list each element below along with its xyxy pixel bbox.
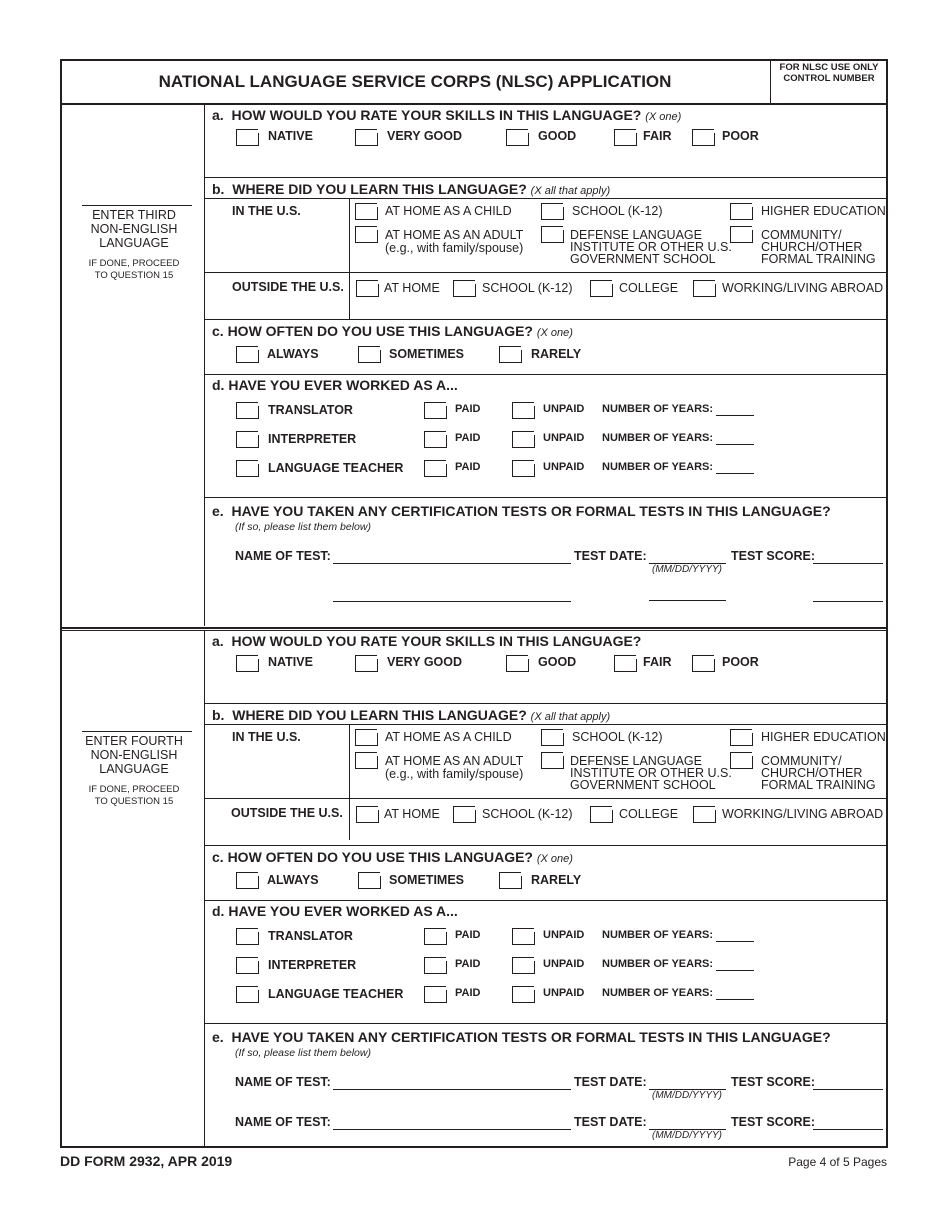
years-input[interactable] xyxy=(716,941,754,942)
question-text: WHERE DID YOU LEARN THIS LANGUAGE? xyxy=(232,707,527,723)
learn-defense-label: DEFENSE LANGUAGE xyxy=(570,228,702,242)
rating-option-label: POOR xyxy=(722,655,759,669)
side-note-text: TO QUESTION 15 xyxy=(94,796,174,807)
question-text: c. HOW OFTEN DO YOU USE THIS LANGUAGE? xyxy=(212,849,533,865)
years-label: NUMBER OF YEARS: xyxy=(602,987,714,999)
outside-learn-label: COLLEGE xyxy=(619,807,679,821)
learn-defense-label-3: GOVERNMENT SCHOOL xyxy=(570,778,716,792)
learn-community-label-2: CHURCH/OTHER xyxy=(761,240,863,254)
question-a xyxy=(212,107,681,123)
learn-defense-label-2: INSTITUTE OR OTHER U.S. xyxy=(570,766,732,780)
unpaid-label: UNPAID xyxy=(543,432,585,444)
header-divider xyxy=(61,103,887,105)
role-checkbox[interactable] xyxy=(236,402,258,419)
learn-home-adult-label: AT HOME AS AN ADULT xyxy=(385,228,524,242)
row-divider xyxy=(205,272,888,273)
test-date-label: TEST DATE: xyxy=(574,1115,647,1129)
unpaid-label: UNPAID xyxy=(543,987,585,999)
control-number-label: FOR NLSC USE ONLY CONTROL NUMBER xyxy=(779,62,879,84)
years-label: NUMBER OF YEARS: xyxy=(602,958,714,970)
side-note-text: IF DONE, PROCEED xyxy=(88,784,180,795)
question-text: HOW WOULD YOU RATE YOUR SKILLS IN THIS LANGUAGE? xyxy=(231,633,642,649)
question-d: d. HAVE YOU EVER WORKED AS A... xyxy=(212,377,458,393)
question-letter: a. xyxy=(212,633,224,649)
side-label-text: ENTER THIRD xyxy=(92,208,176,222)
role-checkbox[interactable] xyxy=(236,431,258,448)
question-note: (If so, please list them below) xyxy=(235,521,371,533)
rating-checkbox[interactable] xyxy=(614,655,636,672)
row-divider xyxy=(205,1023,888,1024)
side-note xyxy=(64,784,204,808)
rating-option-label: VERY GOOD xyxy=(387,129,463,143)
paid-checkbox[interactable] xyxy=(424,928,446,945)
learn-defense-label-3: GOVERNMENT SCHOOL xyxy=(570,252,716,266)
rating-checkbox[interactable] xyxy=(692,655,714,672)
test-name-input[interactable] xyxy=(333,1089,571,1090)
learn-home-adult-note: (e.g., with family/spouse) xyxy=(385,241,524,255)
rating-option-label: GOOD xyxy=(538,655,577,669)
in-us-label: IN THE U.S. xyxy=(232,204,301,218)
learn-home-child-checkbox[interactable] xyxy=(355,729,377,746)
frequency-checkbox[interactable] xyxy=(499,872,521,889)
outside-learn-checkbox[interactable] xyxy=(693,280,715,297)
frequency-checkbox[interactable] xyxy=(499,346,521,363)
outside-learn-checkbox[interactable] xyxy=(453,280,475,297)
learn-home-child-label: AT HOME AS A CHILD xyxy=(385,204,512,218)
test-name-label: NAME OF TEST: xyxy=(235,1075,331,1089)
outside-learn-checkbox[interactable] xyxy=(693,806,715,823)
years-input[interactable] xyxy=(716,473,754,474)
outside-us-label: OUTSIDE THE U.S. xyxy=(231,806,343,820)
test-score-label: TEST SCORE: xyxy=(731,549,816,563)
unpaid-checkbox[interactable] xyxy=(512,431,534,448)
location-divider xyxy=(349,198,350,320)
question-note: (If so, please list them below) xyxy=(235,1047,371,1059)
section-side-label xyxy=(64,734,204,808)
question-note: (X all that apply) xyxy=(530,185,611,197)
test-score-label: TEST SCORE: xyxy=(731,1075,816,1089)
rating-option-label: FAIR xyxy=(643,655,672,669)
test-name-input[interactable] xyxy=(333,601,571,602)
outside-learn-label: COLLEGE xyxy=(619,281,679,295)
test-score-label: TEST SCORE: xyxy=(731,1115,816,1129)
unpaid-checkbox[interactable] xyxy=(512,957,534,974)
frequency-option-label: RARELY xyxy=(531,347,582,361)
question-e xyxy=(212,503,831,519)
frequency-option-label: SOMETIMES xyxy=(389,873,465,887)
learn-school-checkbox[interactable] xyxy=(541,203,563,220)
unpaid-label: UNPAID xyxy=(543,403,585,415)
side-note xyxy=(64,258,204,282)
question-text: HAVE YOU TAKEN ANY CERTIFICATION TESTS OR FORMAL TESTS IN THIS LANGUAGE? xyxy=(231,503,831,519)
side-label-text: LANGUAGE xyxy=(99,236,169,250)
learn-school-label: SCHOOL (K-12) xyxy=(572,204,663,218)
date-format-note: (MM/DD/YYYY) xyxy=(652,1090,722,1101)
unpaid-label: UNPAID xyxy=(543,929,585,941)
side-label-text: ENTER FOURTH xyxy=(85,734,183,748)
unpaid-checkbox[interactable] xyxy=(512,928,534,945)
frequency-option-label: ALWAYS xyxy=(267,347,319,361)
side-label-text: NON-ENGLISH xyxy=(90,222,178,236)
rating-checkbox[interactable] xyxy=(692,129,714,146)
question-text: HAVE YOU TAKEN ANY CERTIFICATION TESTS OR FORMAL TESTS IN THIS LANGUAGE? xyxy=(231,1029,831,1045)
test-date-label: TEST DATE: xyxy=(574,549,647,563)
side-label-rule xyxy=(82,205,192,206)
rating-checkbox[interactable] xyxy=(355,655,377,672)
learn-school-checkbox[interactable] xyxy=(541,729,563,746)
column-divider xyxy=(204,104,205,626)
section-divider xyxy=(61,627,887,629)
learn-home-adult-checkbox[interactable] xyxy=(355,752,377,769)
column-divider xyxy=(204,630,205,1147)
outside-learn-checkbox[interactable] xyxy=(356,280,378,297)
learn-home-child-checkbox[interactable] xyxy=(355,203,377,220)
years-input[interactable] xyxy=(716,444,754,445)
outside-learn-label: AT HOME xyxy=(384,281,440,295)
unpaid-checkbox[interactable] xyxy=(512,460,534,477)
rating-option-label: FAIR xyxy=(643,129,672,143)
frequency-option-label: ALWAYS xyxy=(267,873,319,887)
side-label-text: LANGUAGE xyxy=(99,762,169,776)
paid-checkbox[interactable] xyxy=(424,402,446,419)
years-input[interactable] xyxy=(716,970,754,971)
years-label: NUMBER OF YEARS: xyxy=(602,403,714,415)
outside-learn-label: SCHOOL (K-12) xyxy=(482,281,573,295)
side-note-text: IF DONE, PROCEED xyxy=(88,258,180,269)
date-format-note: (MM/DD/YYYY) xyxy=(652,1130,722,1141)
question-e xyxy=(212,1029,831,1045)
unpaid-checkbox[interactable] xyxy=(512,402,534,419)
role-label: INTERPRETER xyxy=(268,958,357,972)
question-c xyxy=(212,323,573,339)
learn-home-adult-label: AT HOME AS AN ADULT xyxy=(385,754,524,768)
question-d: d. HAVE YOU EVER WORKED AS A... xyxy=(212,903,458,919)
test-name-input[interactable] xyxy=(333,1129,571,1130)
page-number: Page 4 of 5 Pages xyxy=(788,1155,887,1169)
row-divider xyxy=(205,319,888,320)
role-label: INTERPRETER xyxy=(268,432,357,446)
outside-learn-label: SCHOOL (K-12) xyxy=(482,807,573,821)
learn-community-label-2: CHURCH/OTHER xyxy=(761,766,863,780)
paid-checkbox[interactable] xyxy=(424,986,446,1003)
role-checkbox[interactable] xyxy=(236,460,258,477)
years-input[interactable] xyxy=(716,415,754,416)
learn-defense-checkbox[interactable] xyxy=(541,752,563,769)
test-score-input[interactable] xyxy=(813,1129,883,1130)
rating-option-label: POOR xyxy=(722,129,759,143)
test-score-input[interactable] xyxy=(813,601,883,602)
role-label: LANGUAGE TEACHER xyxy=(268,987,404,1001)
learn-community-label-3: FORMAL TRAINING xyxy=(761,252,876,266)
years-label: NUMBER OF YEARS: xyxy=(602,461,714,473)
learn-community-checkbox[interactable] xyxy=(730,226,752,243)
row-divider xyxy=(205,724,888,725)
learn-higher-ed-checkbox[interactable] xyxy=(730,203,752,220)
outside-learn-checkbox[interactable] xyxy=(356,806,378,823)
role-checkbox[interactable] xyxy=(236,986,258,1003)
question-letter: b. xyxy=(212,707,225,723)
paid-label: PAID xyxy=(455,929,481,941)
test-score-input[interactable] xyxy=(813,1089,883,1090)
learn-higher-ed-label: HIGHER EDUCATION xyxy=(761,204,886,218)
question-a xyxy=(212,633,641,649)
page-title: NATIONAL LANGUAGE SERVICE CORPS (NLSC) APPLICATION xyxy=(158,72,672,91)
frequency-checkbox[interactable] xyxy=(236,346,258,363)
learn-defense-label-2: INSTITUTE OR OTHER U.S. xyxy=(570,240,732,254)
unpaid-checkbox[interactable] xyxy=(512,986,534,1003)
side-label-text: NON-ENGLISH xyxy=(90,748,178,762)
outside-learn-label: WORKING/LIVING ABROAD xyxy=(722,807,884,821)
question-text: WHERE DID YOU LEARN THIS LANGUAGE? xyxy=(232,181,527,197)
outside-learn-checkbox[interactable] xyxy=(590,280,612,297)
paid-label: PAID xyxy=(455,432,481,444)
learn-defense-checkbox[interactable] xyxy=(541,226,563,243)
learn-community-label: COMMUNITY/ xyxy=(761,228,842,242)
test-date-label: TEST DATE: xyxy=(574,1075,647,1089)
learn-community-label: COMMUNITY/ xyxy=(761,754,842,768)
paid-label: PAID xyxy=(455,461,481,473)
learn-community-label-3: FORMAL TRAINING xyxy=(761,778,876,792)
test-name-input[interactable] xyxy=(333,563,571,564)
rating-checkbox[interactable] xyxy=(506,129,528,146)
paid-label: PAID xyxy=(455,403,481,415)
learn-higher-ed-checkbox[interactable] xyxy=(730,729,752,746)
question-note: (X one) xyxy=(536,853,573,865)
learn-home-adult-note: (e.g., with family/spouse) xyxy=(385,767,524,781)
frequency-checkbox[interactable] xyxy=(358,346,380,363)
side-note-text: TO QUESTION 15 xyxy=(94,270,174,281)
row-divider xyxy=(205,374,888,375)
question-note: (X one) xyxy=(645,111,682,123)
role-label: LANGUAGE TEACHER xyxy=(268,461,404,475)
row-divider xyxy=(205,845,888,846)
learn-higher-ed-label: HIGHER EDUCATION xyxy=(761,730,886,744)
paid-checkbox[interactable] xyxy=(424,431,446,448)
learn-school-label: SCHOOL (K-12) xyxy=(572,730,663,744)
role-checkbox[interactable] xyxy=(236,928,258,945)
years-label: NUMBER OF YEARS: xyxy=(602,432,714,444)
unpaid-label: UNPAID xyxy=(543,461,585,473)
paid-checkbox[interactable] xyxy=(424,957,446,974)
test-name-label: NAME OF TEST: xyxy=(235,549,331,563)
outside-learn-checkbox[interactable] xyxy=(453,806,475,823)
question-text: c. HOW OFTEN DO YOU USE THIS LANGUAGE? xyxy=(212,323,533,339)
rating-checkbox[interactable] xyxy=(614,129,636,146)
years-label: NUMBER OF YEARS: xyxy=(602,929,714,941)
row-divider xyxy=(205,198,888,199)
row-divider xyxy=(205,798,888,799)
row-divider xyxy=(205,900,888,901)
question-note: (X all that apply) xyxy=(530,711,611,723)
section-side-label xyxy=(64,208,204,282)
section-divider-inner xyxy=(61,630,887,631)
paid-checkbox[interactable] xyxy=(424,460,446,477)
learn-home-adult-checkbox[interactable] xyxy=(355,226,377,243)
test-score-input[interactable] xyxy=(813,563,883,564)
question-note: (X one) xyxy=(536,327,573,339)
frequency-option-label: SOMETIMES xyxy=(389,347,465,361)
frequency-option-label: RARELY xyxy=(531,873,582,887)
row-divider xyxy=(205,177,888,178)
frequency-checkbox[interactable] xyxy=(358,872,380,889)
unpaid-label: UNPAID xyxy=(543,958,585,970)
question-b xyxy=(212,707,610,723)
question-letter: a. xyxy=(212,107,224,123)
control-divider xyxy=(770,60,771,103)
rating-checkbox[interactable] xyxy=(236,129,258,146)
rating-option-label: NATIVE xyxy=(268,655,313,669)
outside-learn-label: WORKING/LIVING ABROAD xyxy=(722,281,884,295)
question-letter: b. xyxy=(212,181,225,197)
learn-community-checkbox[interactable] xyxy=(730,752,752,769)
question-text: HOW WOULD YOU RATE YOUR SKILLS IN THIS LANGUAGE? xyxy=(231,107,642,123)
outside-learn-checkbox[interactable] xyxy=(590,806,612,823)
role-checkbox[interactable] xyxy=(236,957,258,974)
location-divider xyxy=(349,724,350,840)
rating-checkbox[interactable] xyxy=(355,129,377,146)
question-b xyxy=(212,181,610,197)
question-c xyxy=(212,849,573,865)
outside-learn-label: AT HOME xyxy=(384,807,440,821)
side-label-rule xyxy=(82,731,192,732)
form-id: DD FORM 2932, APR 2019 xyxy=(60,1153,233,1169)
rating-option-label: VERY GOOD xyxy=(387,655,463,669)
test-name-label: NAME OF TEST: xyxy=(235,1115,331,1129)
row-divider xyxy=(205,497,888,498)
paid-label: PAID xyxy=(455,958,481,970)
rating-option-label: NATIVE xyxy=(268,129,313,143)
role-label: TRANSLATOR xyxy=(268,403,353,417)
rating-checkbox[interactable] xyxy=(236,655,258,672)
learn-home-child-label: AT HOME AS A CHILD xyxy=(385,730,512,744)
question-letter: e. xyxy=(212,1029,224,1045)
rating-checkbox[interactable] xyxy=(506,655,528,672)
years-input[interactable] xyxy=(716,999,754,1000)
date-format-note: (MM/DD/YYYY) xyxy=(652,564,722,575)
learn-defense-label: DEFENSE LANGUAGE xyxy=(570,754,702,768)
outside-us-label: OUTSIDE THE U.S. xyxy=(232,280,344,294)
role-label: TRANSLATOR xyxy=(268,929,353,943)
frequency-checkbox[interactable] xyxy=(236,872,258,889)
row-divider xyxy=(205,703,888,704)
paid-label: PAID xyxy=(455,987,481,999)
in-us-label: IN THE U.S. xyxy=(232,730,301,744)
question-letter: e. xyxy=(212,503,224,519)
rating-option-label: GOOD xyxy=(538,129,577,143)
test-date-input[interactable] xyxy=(649,600,726,601)
